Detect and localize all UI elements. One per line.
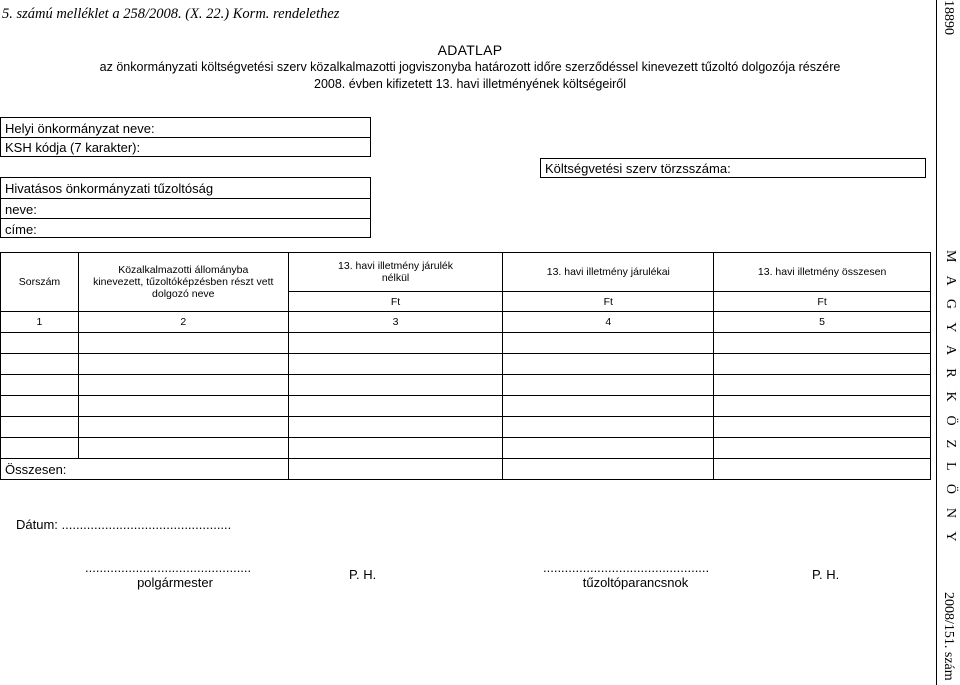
unit-cell: Ft: [503, 292, 714, 312]
col-number: 1: [1, 312, 79, 333]
table-row: [1, 417, 931, 438]
fire-dept-address-label: címe:: [5, 222, 37, 237]
document-title: [40, 42, 900, 93]
local-gov-box: [0, 117, 371, 157]
title-heading: ADATLAP: [437, 42, 503, 58]
commander-label: tűzoltóparancsnok: [582, 575, 689, 590]
total-row: [1, 459, 931, 480]
budget-reg-label: Költségvetési szerv törzsszáma:: [545, 161, 731, 176]
table-row: [1, 333, 931, 354]
col-header-total: 13. havi illetmény összesen: [714, 253, 931, 292]
col-header-sorszam: Sorszám: [1, 253, 79, 312]
fire-dept-label: Hivatásos önkormányzati tűzoltóság: [5, 181, 214, 196]
mayor-signature-line: ..............................................: [85, 560, 252, 575]
table-row: [1, 375, 931, 396]
title-line-2: 2008. évben kifizetett 13. havi illetményének költségeiről: [314, 77, 626, 91]
page-number: 18890: [941, 0, 956, 35]
col-header-employee: Közalkalmazotti állományba kinevezett, tűzoltóképzésben részt vett dolgozó neve: [78, 253, 288, 312]
table-row: [1, 396, 931, 417]
stamp-place-left: P. H.: [349, 567, 377, 582]
col-number: 4: [503, 312, 714, 333]
table-row: [1, 354, 931, 375]
title-line-1: az önkormányzati költségvetési szerv közalkalmazotti jogviszonyba határozott időre szerződéssel kinevezett tűzoltó dolgozója részére: [99, 60, 841, 74]
date-line: Dátum: ...............................................: [16, 517, 232, 532]
budget-reg-box: [540, 158, 926, 178]
col-number: 3: [288, 312, 503, 333]
mayor-label: polgármester: [137, 575, 213, 590]
margin-divider: [936, 0, 937, 685]
unit-cell: Ft: [288, 292, 503, 312]
unit-cell: Ft: [714, 292, 931, 312]
fire-dept-box: [0, 177, 371, 238]
journal-title: M A G Y A R K Ö Z L Ö N Y: [943, 250, 958, 547]
col-number: 2: [78, 312, 288, 333]
commander-signature-line: ..............................................: [543, 560, 710, 575]
fire-dept-name-label: neve:: [5, 202, 37, 217]
col-number: 5: [714, 312, 931, 333]
table-row: [1, 438, 931, 459]
issue-number: 2008/151. szám: [941, 592, 956, 681]
col-header-base: 13. havi illetmény járulék nélkül: [288, 253, 503, 292]
data-table: [0, 252, 931, 480]
local-gov-name-label: Helyi önkormányzat neve:: [5, 121, 155, 136]
col-header-contrib: 13. havi illetmény járulékai: [503, 253, 714, 292]
annex-reference: 5. számú melléklet a 258/2008. (X. 22.) Korm. rendelethez: [2, 6, 340, 22]
total-label: Összesen:: [1, 459, 289, 480]
ksh-code-label: KSH kódja (7 karakter):: [5, 140, 141, 155]
stamp-place-right: P. H.: [812, 567, 840, 582]
